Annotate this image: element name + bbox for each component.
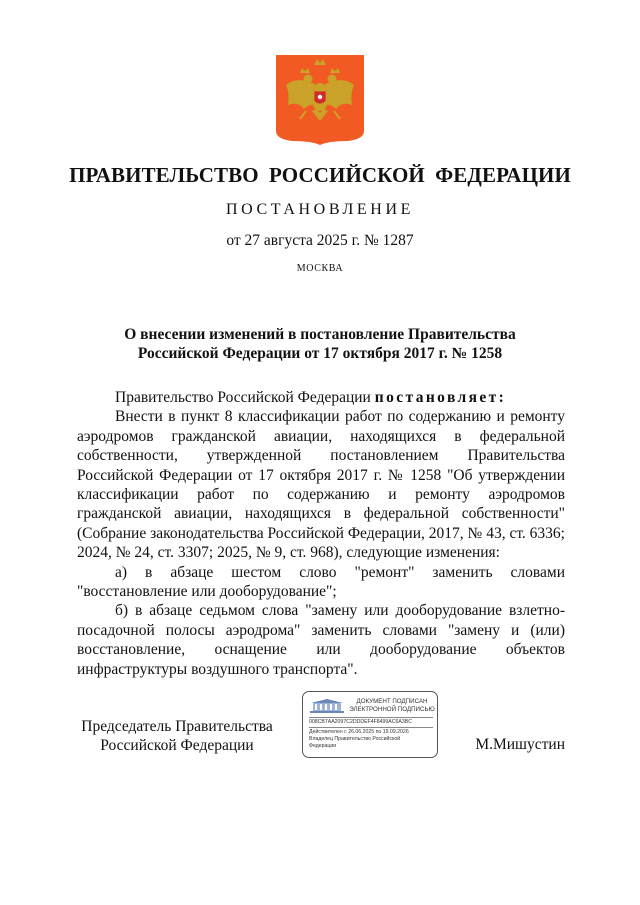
signer-name: М.Мишустин <box>475 736 565 753</box>
stamp-title <box>349 698 435 714</box>
stamp-title-line-1: ДОКУМЕНТ ПОДПИСАН <box>356 698 428 705</box>
main-paragraph: Внести в пункт 8 классификации работ по содержанию и ремонту аэродромов гражданской авиации, находящихся в федеральной собственности, утвержденной постановлением Правительства Российской Федерации от 17 октября 2017 г. № 1258 "Об утверждении классификации работ по содержанию и ремонту аэродромов гражданской авиации, находящихся в федеральной собственности" (Собрание законодательства Российской Федерации, 2017, № 43, ст. 6336; 2024, № 24, ст. 3307; 2025, № 9, ст. 968), следующие изменения: <box>77 408 565 562</box>
item-b-paragraph: б) в абзаце седьмом слова "замену или дооборудование взлетно-посадочной полосы аэродрома" заменить словами "замену и (или) восстановление, оснащение или дооборудование объектов инфраструктуры воздушного транспорта". <box>77 602 565 678</box>
decree-intro-paragraph <box>77 388 565 407</box>
stamp-owner-line-1: Владелец Правительство Российской <box>309 736 401 742</box>
signer-position-line-1: Председатель Правительства <box>81 718 273 735</box>
document-date-number: от 27 августа 2025 г. № 1287 <box>226 232 414 249</box>
signer-position-line-2: Российской Федерации <box>100 737 254 755</box>
decree-intro-text: Правительство Российской Федерации <box>115 389 375 406</box>
item-a-paragraph: а) в абзаце шестом слово "ремонт" заменить словами "восстановление или дооборудование"; <box>77 563 565 601</box>
stamp-title-line-2: ЭЛЕКТРОННОЙ ПОДПИСЬЮ <box>349 706 435 713</box>
stamp-owner-line-2: Федерации <box>309 743 337 749</box>
decree-word: постановляет: <box>374 389 507 406</box>
government-title: ПРАВИТЕЛЬСТВО РОССИЙСКОЙ ФЕДЕРАЦИИ <box>69 163 571 187</box>
stamp-divider <box>309 727 433 728</box>
document-type: ПОСТАНОВЛЕНИЕ <box>226 201 414 218</box>
stamp-certificate: 008CB7AA2097C2DDDEF4F8499AC6A3BC <box>309 719 412 725</box>
stamp-divider <box>309 717 433 718</box>
signer-position <box>77 717 277 756</box>
document-heading <box>100 325 540 363</box>
electronic-signature-stamp <box>302 691 438 758</box>
heading-line-2: Российской Федерации от 17 октября 2017 г. № 1258 <box>137 345 503 362</box>
government-building-icon <box>309 698 345 714</box>
document-city: МОСКВА <box>296 263 344 274</box>
document-body <box>77 388 565 679</box>
coat-of-arms-emblem <box>276 55 364 145</box>
stamp-validity: Действителен с 26.06.2025 по 19.09.2026 <box>309 729 409 735</box>
heading-line-1: О внесении изменений в постановление Правительства <box>124 326 516 343</box>
